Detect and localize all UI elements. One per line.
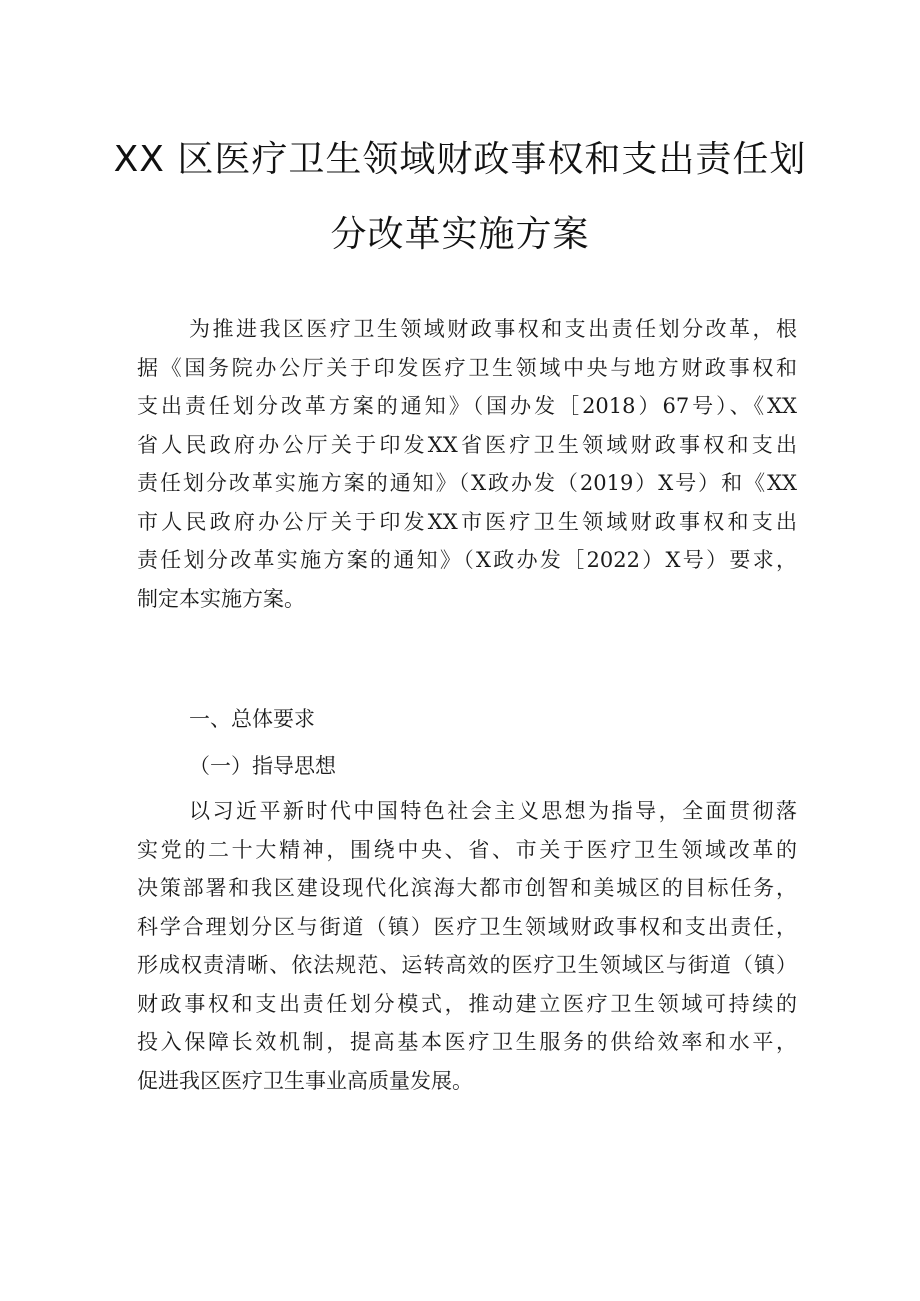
section-heading: 一、总体要求: [189, 707, 315, 731]
intro-line: 为推进我区医疗卫生领域财政事权和支出责任划分改革，根: [189, 317, 797, 341]
paragraph-line: 决策部署和我区建设现代化滨海大都市创智和美城区的目标任务，: [137, 876, 797, 900]
intro-line: 据《国务院办公厅关于印发医疗卫生领域中央与地方财政事权和: [137, 355, 797, 380]
paragraph-line: 投入保障长效机制，提高基本医疗卫生服务的供给效率和水平，: [137, 1030, 797, 1054]
paragraph-line: 实党的二十大精神，围绕中央、省、市关于医疗卫生领域改革的: [137, 837, 797, 862]
intro-line: 支出责任划分改革方案的通知》（国办发［2018）67号）、《XX: [137, 394, 797, 418]
document-title-line-2: 分改革实施方案: [330, 214, 590, 255]
paragraph-line: 以习近平新时代中国特色社会主义思想为指导，全面贯彻落: [189, 799, 797, 823]
intro-line: 省人民政府办公厅关于印发XX省医疗卫生领域财政事权和支出: [137, 432, 797, 457]
intro-paragraph: [137, 310, 797, 618]
paragraph-line: 财政事权和支出责任划分模式，推动建立医疗卫生领域可持续的: [137, 991, 797, 1016]
intro-line: 责任划分改革实施方案的通知》（X政办发［2022）X号）要求，: [137, 548, 797, 572]
intro-line: 责任划分改革实施方案的通知》（X政办发（2019）X号）和《XX: [137, 471, 797, 495]
paragraph-line: 形成权责清晰、依法规范、运转高效的医疗卫生领域区与街道（镇）: [137, 953, 797, 977]
intro-line: 制定本实施方案。: [137, 586, 305, 611]
paragraph-line: 科学合理划分区与街道（镇）医疗卫生领域财政事权和支出责任，: [137, 914, 797, 939]
guiding-thought-paragraph: [137, 792, 797, 1100]
subsection-heading: （一）指导思想: [189, 754, 336, 778]
intro-line: 市人民政府办公厅关于印发XX市医疗卫生领域财政事权和支出: [137, 509, 797, 534]
document-title-line-1: XX 区医疗卫生领域财政事权和支出责任划: [113, 139, 807, 180]
paragraph-line: 促进我区医疗卫生事业高质量发展。: [137, 1068, 473, 1093]
